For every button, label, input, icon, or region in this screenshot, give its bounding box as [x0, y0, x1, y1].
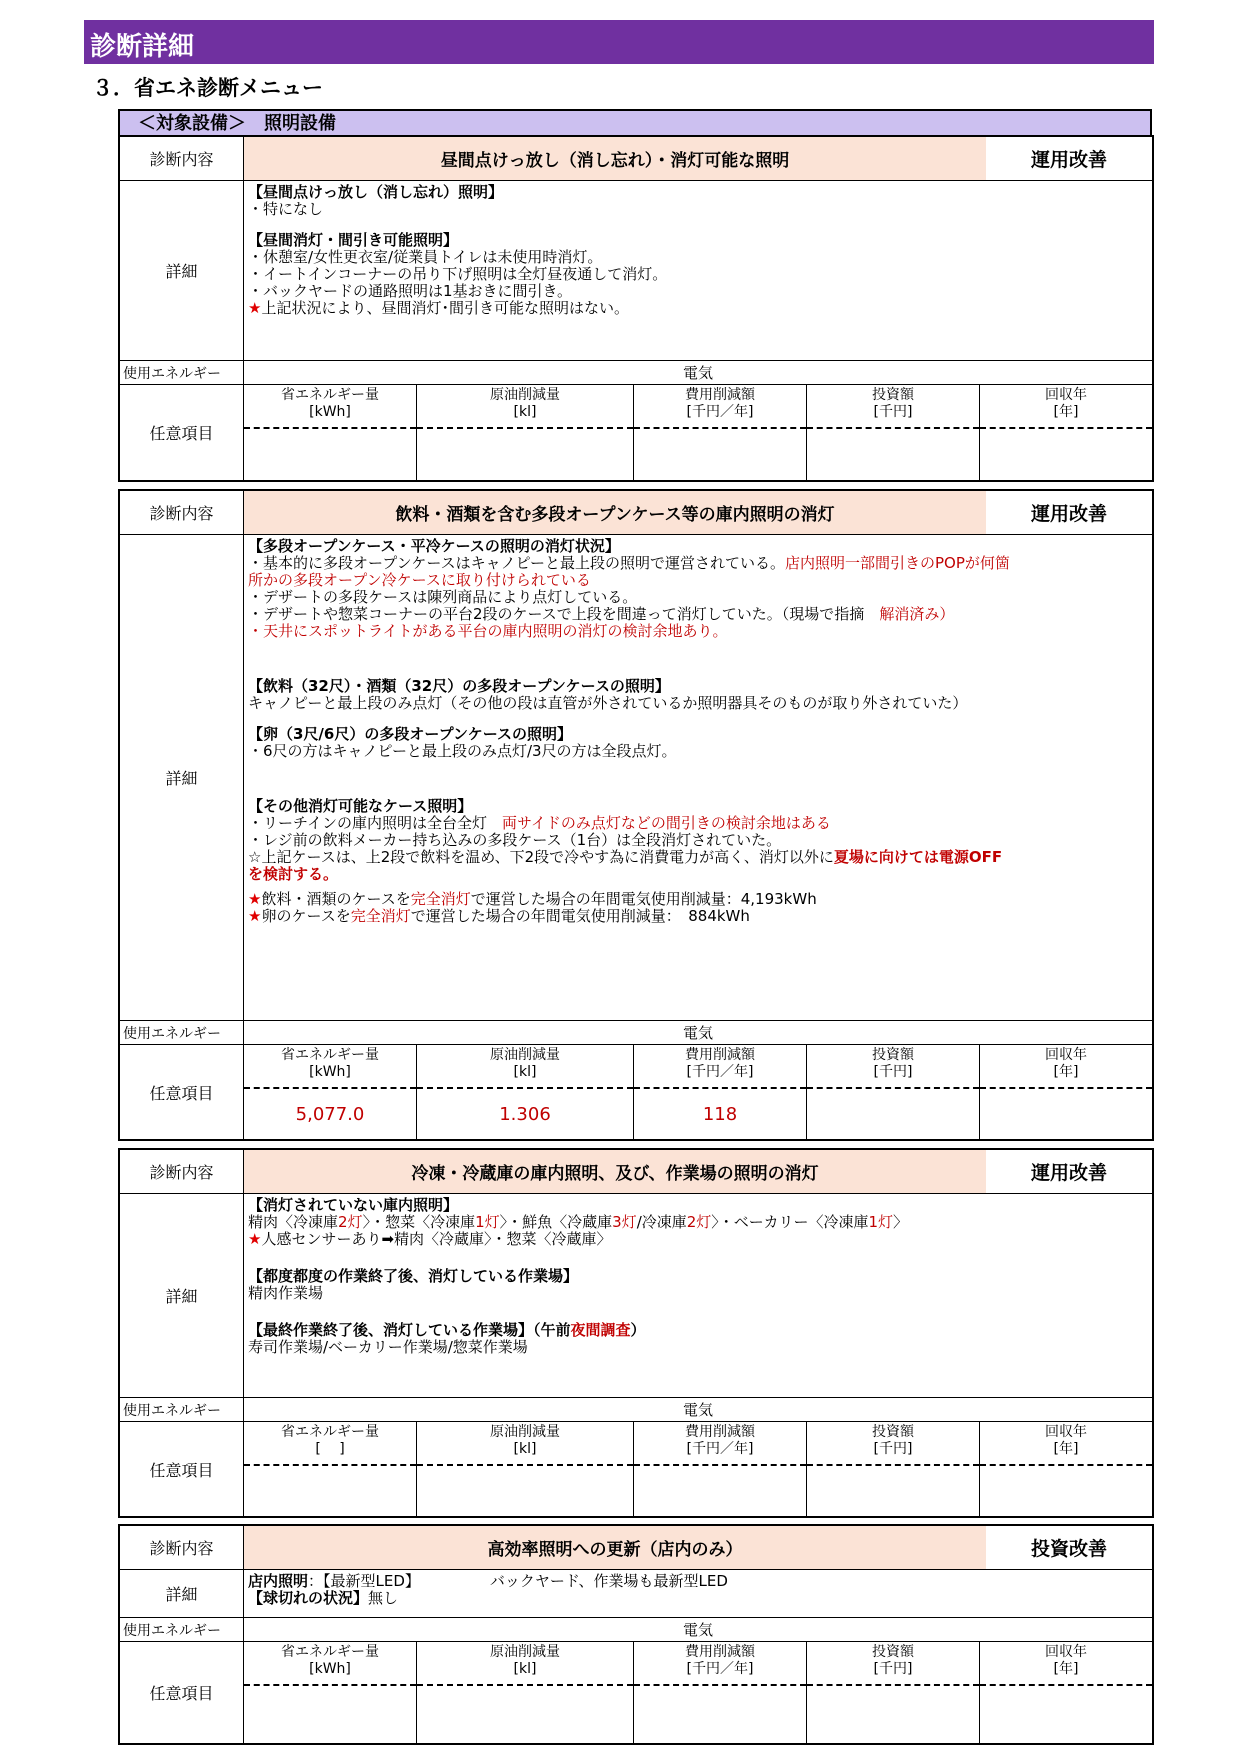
cost-reduction-value: [634, 429, 806, 480]
energy-value: 電気: [682, 1401, 713, 1419]
menu-title: 冷凍・冷蔵庫の庫内照明、及び、作業場の照明の消灯: [244, 1150, 986, 1193]
payback-value: [980, 1089, 1152, 1139]
payback-value: [980, 1686, 1152, 1743]
energy-saving-value: [244, 1686, 416, 1743]
payback-value: [980, 1466, 1152, 1516]
oil-reduction-value: [417, 429, 633, 480]
energy-label: 使用エネルギー: [120, 1618, 244, 1641]
investment-value: [807, 1686, 979, 1743]
menu-block-4: [118, 1524, 1154, 1745]
content-label: 診断内容: [120, 491, 244, 534]
optional-label: 任意項目: [120, 1422, 244, 1516]
metrics-grid: 省エネルギー量 [kWh] 原油削減量 [kl] 費用削減額 [千円／年] 投資額 [千円] 回収年 [年]: [244, 385, 1152, 480]
investment-value: [807, 1089, 979, 1139]
improvement-type: 運用改善: [1030, 149, 1107, 171]
detail-text: 店内照明：【最新型LED】 バックヤード、作業場も最新型LED 【球切れの状況】無し: [248, 1572, 728, 1607]
menu-title: 昼間点けっ放し（消し忘れ）・消灯可能な照明: [244, 137, 986, 180]
energy-value: 電気: [682, 1024, 713, 1042]
energy-value: 電気: [682, 364, 713, 382]
cost-reduction-value: 118: [702, 1103, 738, 1125]
oil-reduction-value: 1.306: [499, 1103, 551, 1125]
star-icon: ★: [248, 907, 262, 925]
detail-text: 【消灯されていない庫内照明】 精肉〈冷凍庫2灯〉・惣菜〈冷凍庫1灯〉・鮮魚〈冷蔵庫3灯/冷凍庫2灯〉・ベーカリー〈冷凍庫1灯〉 ★人感センサーあり➡精肉〈冷蔵庫〉・惣菜〈冷蔵庫〉 【都度都度の作業終了後、消灯している作業場】 精肉作業場 【最終作業終了後、消灯している作業場】（午前夜間調査） 寿司作業場/ベーカリー作業場/惣菜作業場: [248, 1196, 909, 1356]
optional-label: 任意項目: [120, 385, 244, 480]
improvement-type: 運用改善: [1030, 503, 1107, 525]
energy-label: 使用エネルギー: [120, 361, 244, 384]
energy-value: 電気: [682, 1621, 713, 1639]
detail-label: 詳細: [120, 1194, 244, 1397]
improvement-type: 運用改善: [1030, 1162, 1107, 1184]
content-label: 診断内容: [120, 1526, 244, 1569]
detail-text: 【多段オープンケース・平冷ケースの照明の消灯状況】 ・基本的に多段オープンケースはキャノピーと最上段の照明で運営されている。店内照明一部間引きのPOPが何箇 所かの多段オープン冷ケースに取り付けられている ・デザートの多段ケースは陳列商品により点灯している。 ・デザートや惣菜コーナーの平台2段のケースで上段を間違って消灯していた。（現場で指摘 解消済み） ・天井にスポットライトがある平台の庫内照明の消灯の検討余地あり。 【飲料（32尺）・酒類（32尺）の多段オープンケースの照明】 キャノピーと最上段のみ点灯（その他の段は直管が外されているか照明器具そのものが取り外されていた） 【卵（3尺/6尺）の多段オープンケースの照明】 ・6尺の方はキャノピーと最上段のみ点灯/3尺の方は全段点灯。 【その他消灯可能なケース照明】 ・リーチインの庫内照明は全台全灯 両サイドのみ点灯などの間引きの検討余地はある ・レジ前の飲料メーカー持ち込みの多段ケース（1台）は全段消灯されていた。 ☆上記ケースは、上2段で飲料を温め、下2段で冷やす為に消費電力が高く、消灯以外に夏場に向けては電源OFF を検討する。 ★飲料・酒類のケースを完全消灯で運営した場合の年間電気使用削減量：4,193kWh ★卵のケースを完全消灯で運営した場合の年間電気使用削減量： 884kWh: [248, 537, 1010, 925]
investment-value: [807, 429, 979, 480]
menu-block-3: [118, 1148, 1154, 1518]
metrics-grid: 省エネルギー量 [ ] 原油削減量 [kl] 費用削減額 [千円／年] 投資額 [千円] 回収年 [年]: [244, 1422, 1152, 1516]
detail-text: 【昼間点けっ放し（消し忘れ）照明】 ・特になし 【昼間消灯・間引き可能照明】 ・休憩室/女性更衣室/従業員トイレは未使用時消灯。 ・イートインコーナーの吊り下げ照明は全灯昼夜通して消灯。 ・バックヤードの通路照明は1基おきに間引き。 ★上記状況により、昼間消灯･間引き可能な照明はない。: [248, 183, 668, 317]
energy-saving-value: [244, 429, 416, 480]
cost-reduction-value: [634, 1466, 806, 1516]
menu-block-1: [118, 135, 1154, 482]
detail-label: 詳細: [120, 181, 244, 360]
improvement-type: 投資改善: [1030, 1538, 1107, 1560]
section-title: ３．省エネ診断メニュー: [92, 76, 323, 100]
menu-title: 飲料・酒類を含む多段オープンケース等の庫内照明の消灯: [244, 491, 986, 534]
page-header: [84, 20, 1154, 64]
energy-saving-value: 5,077.0: [295, 1103, 365, 1125]
detail-label: 詳細: [120, 535, 244, 1020]
oil-reduction-value: [417, 1466, 633, 1516]
energy-label: 使用エネルギー: [120, 1021, 244, 1044]
metrics-grid: 省エネルギー量 [kWh] 5,077.0 原油削減量 [kl] 1.306 費用削減額 [千円／年] 118 投資額 [千円] 回収年 [年]: [244, 1045, 1152, 1139]
star-icon: ★: [248, 1230, 262, 1248]
detail-label: 詳細: [120, 1570, 244, 1617]
oil-reduction-value: [417, 1686, 633, 1743]
star-icon: ★: [248, 890, 262, 908]
energy-label: 使用エネルギー: [120, 1398, 244, 1421]
page-title: 診断詳細: [90, 32, 195, 62]
investment-value: [807, 1466, 979, 1516]
menu-title: 高効率照明への更新（店内のみ）: [244, 1526, 986, 1569]
content-label: 診断内容: [120, 137, 244, 180]
metrics-grid: 省エネルギー量 [kWh] 原油削減量 [kl] 費用削減額 [千円／年] 投資額 [千円] 回収年 [年]: [244, 1642, 1152, 1743]
content-label: 診断内容: [120, 1150, 244, 1193]
star-icon: ★: [248, 299, 262, 317]
menu-block-2: [118, 489, 1154, 1141]
optional-label: 任意項目: [120, 1045, 244, 1139]
energy-saving-value: [244, 1466, 416, 1516]
optional-label: 任意項目: [120, 1642, 244, 1743]
target-equipment: ＜対象設備＞ 照明設備: [118, 109, 1152, 135]
cost-reduction-value: [634, 1686, 806, 1743]
payback-value: [980, 429, 1152, 480]
